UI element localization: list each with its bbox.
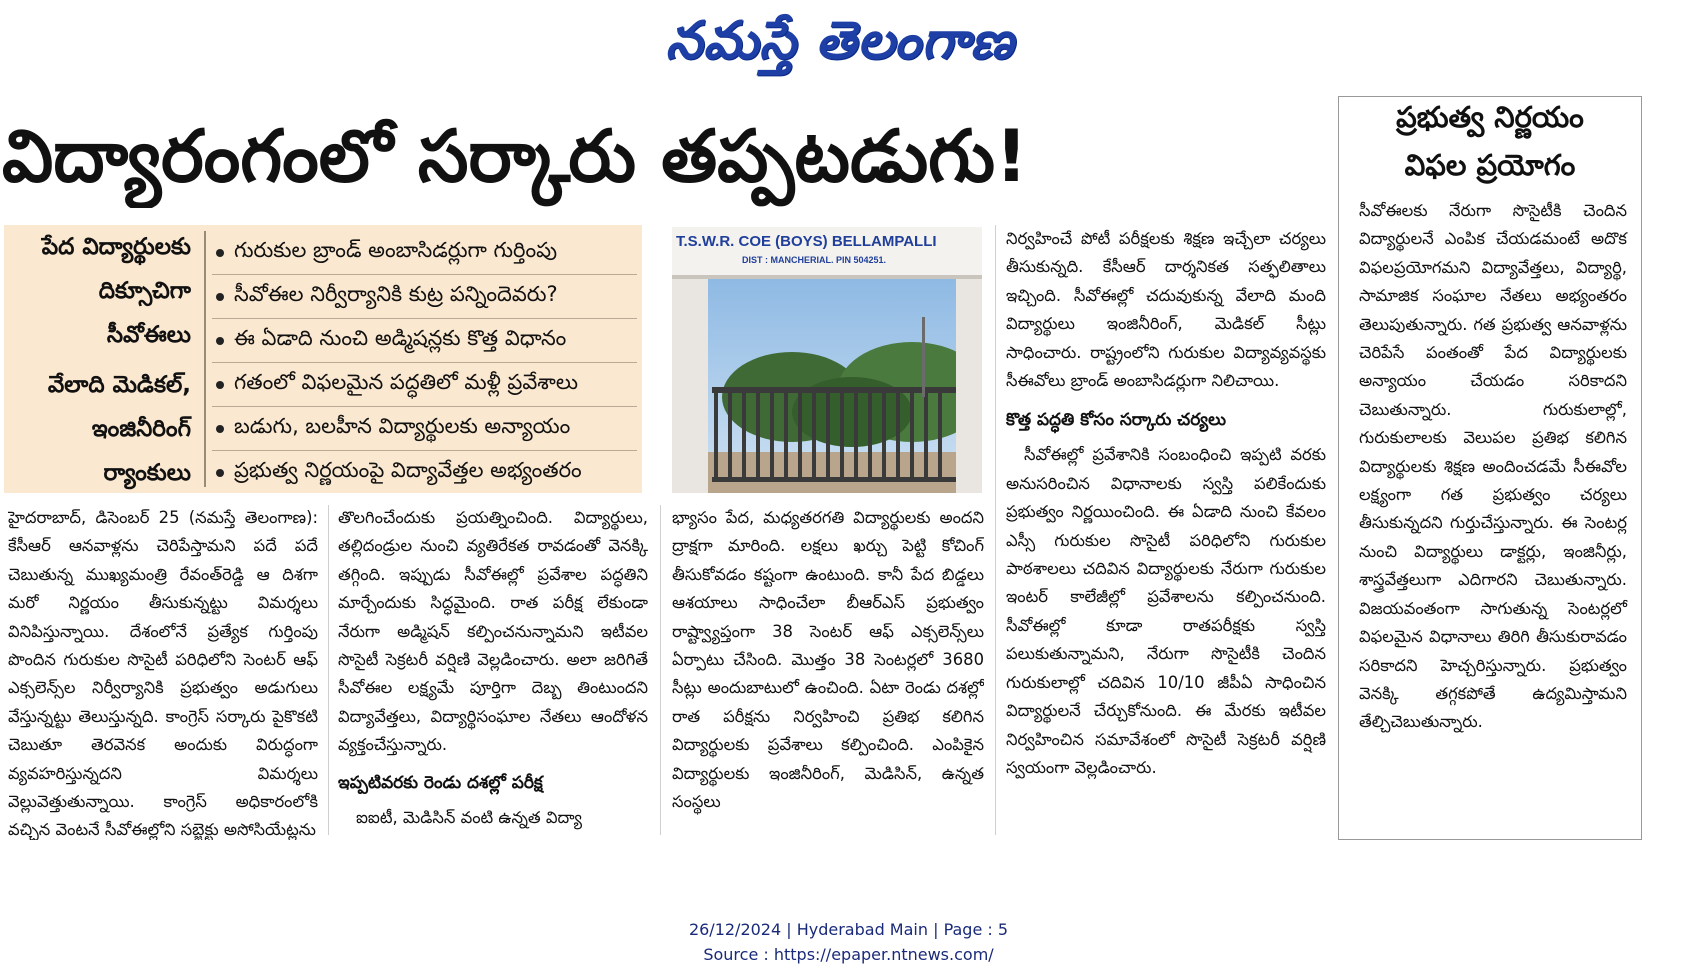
article-column-4: [1006, 225, 1326, 837]
column-4-subhead: కొత్త పద్ధతి కోసం సర్కారు చర్యలు: [1006, 410, 1227, 431]
highlights-left-line: ర్యాంకులు: [103, 460, 191, 486]
highlight-text: బడుగు, బలహీన విద్యార్థులకు అన్యాయం: [234, 413, 571, 438]
highlight-item: [212, 275, 637, 319]
highlights-left-line: వేలాది మెడికల్,: [47, 372, 191, 398]
highlights-left-line: సీవోఈలు: [106, 322, 191, 348]
highlight-item: [212, 231, 637, 275]
highlights-left-line: దిక్సూచిగా: [98, 278, 191, 304]
highlight-item: [212, 319, 637, 363]
highlight-item: [212, 451, 637, 494]
highlights-divider: [204, 231, 206, 487]
school-gate-photo: [672, 227, 982, 493]
sidebar-box: [1338, 96, 1642, 840]
bullet-icon: [216, 381, 224, 389]
highlight-text: ఈ ఏడాది నుంచి అడ్మిషన్లకు కొత్త విధానం: [234, 325, 567, 350]
column-4-text: నిర్వహించే పోటీ పరీక్షలకు శిక్షణ ఇచ్చేలా చర్యలు తీసుకున్నది. కేసీఆర్ దార్శనికత సత్ఫలితాలు ఇచ్చింది. సీవోఈల్లో చదువుకున్న వేలాది మంది విద్యార్థులు ఇంజినీరింగ్, మెడికల్ సీట్లు సాధించారు. రాష్ట్రంలోని గురుకుల విద్యావ్యవస్థకు సీఈవోలు బ్రాండ్ అంబాసిడర్లుగా నిలిచాయి.: [1006, 229, 1326, 391]
column-rule: [995, 225, 996, 835]
bullet-icon: [216, 293, 224, 301]
highlight-item: [212, 407, 637, 451]
article-column-3: భ్యాసం పేద, మధ్యతరగతి విద్యార్థులకు అందని ద్రాక్షగా మారింది. లక్షలు ఖర్చు పెట్టి కోచింగ్ తీసుకోవడం కష్టంగా ఉంటుంది. కానీ పేద బిడ్డలు ఆశయాలు సాధించేలా బీఆర్‌ఎస్ ప్రభుత్వం రాష్ట్వ్యాప్తంగా 38 సెంటర్ ఆఫ్ ఎక్సలెన్స్‌లు ఏర్పాటు చేసింది. మొత్తం 38 సెంటర్లలో 3680 సీట్లు అందుబాటులో ఉంచింది. ఏటా రెండు దశల్లో రాత పరీక్షను నిర్వహించి ప్రతిభ కలిగిన విద్యార్థులకు ప్రవేశాలు కల్పించింది. ఎంపికైన విద్యార్థులకు ఇంజినీరింగ్, మెడిసిన్, ఉన్నత సంస్థలు: [672, 508, 984, 812]
footer-source: Source : https://epaper.ntnews.com/: [703, 945, 994, 964]
footer-date-edition: 26/12/2024 | Hyderabad Main | Page : 5: [688, 920, 1009, 939]
sidebar-heading: విఫల ప్రయోగం: [1404, 148, 1576, 182]
highlight-text: ప్రభుత్వ నిర్ణయంపై విద్యావేత్తల అభ్యంతరం: [234, 457, 582, 482]
highlight-text: సీవోఈల నిర్వీర్యానికి కుట్ర పన్నిందెవరు?: [234, 281, 558, 306]
highlight-item: [212, 363, 637, 407]
column-2-text: తొలగించేందుకు ప్రయత్నించింది. విద్యార్థులు, తల్లిదండ్రుల నుంచి వ్యతిరేకత రావడంతో వెనక్కి తగ్గింది. ఇప్పుడు సీవోఈల్లో ప్రవేశాల పద్ధతిని మార్చేందుకు సిద్ధమైంది. రాత పరీక్ష లేకుండా నేరుగా అడ్మిషన్ కల్పించనున్నామని ఇటీవల సొసైటీ సెక్రటరీ వర్షిణి వెల్లడించారు. అలా జరిగితే సీవోఈల లక్ష్యమే పూర్తిగా దెబ్బ తింటుందని విద్యావేత్తలు, విద్యార్థిసంఘాల నేతలు ఆందోళన వ్యక్తంచేస్తున్నారు.: [338, 508, 648, 755]
highlights-left-line: పేద విద్యార్థులకు: [41, 234, 191, 260]
masthead-logo: నమస్తే తెలంగాణ: [665, 11, 1015, 71]
column-2-subhead: ఇప్పటివరకు రెండు దశల్లో పరీక్ష: [338, 772, 543, 793]
article-column-2: [338, 504, 648, 840]
bullet-icon: [216, 469, 224, 477]
headline: విద్యారంగంలో సర్కారు తప్పటడుగు!: [2, 114, 1028, 198]
highlights-list: [212, 231, 637, 494]
highlights-left-panel: [4, 225, 199, 493]
photo-illustration: [672, 227, 982, 493]
photo-sign-text: T.S.W.R. COE (BOYS) BELLAMPALLI: [676, 233, 937, 250]
column-rule: [660, 505, 661, 835]
bullet-icon: [216, 249, 224, 257]
column-4-continuation: సీవోఈల్లో ప్రవేశానికి సంబంధించి ఇప్పటి వరకు అనుసరించిన విధానాలకు స్వస్తి పలికేందుకు ప్రభుత్వం నిర్ణయించింది. ఈ ఏడాది నుంచి కేవలం ఎస్సీ గురుకుల సొసైటీ పరిధిలోని గురుకుల పాఠశాలలు చదివిన విద్యార్థులకు నేరుగా గురుకుల ఇంటర్ కాలేజీల్లో ప్రవేశాలను కల్పించనుంది. సీవోఈల్లో కూడా రాతపరీక్షకు స్వస్తి పలుకుతున్నామని, నేరుగా సొసైటీకి చెందిన గురుకులాల్లో చదివిన 10/10 జీపీఏ సాధించిన విద్యార్థులనే చేర్చుకోనుంది. ఈ మేరకు ఇటీవల నిర్వహించిన సమావేశంలో సొసైటీ సెక్రటరీ వర్షిణి స్వయంగా వెల్లడించారు.: [1006, 445, 1326, 777]
sidebar-text: సీవోఈలకు నేరుగా సొసైటీకి చెందిన విద్యార్థులనే ఎంపిక చేయడమంటే అదొక విఫలప్రయోగమని విద్యావేత్తలు, విద్యార్థి, సామాజిక సంఘాల నేతలు అభ్యంతరం తెలుపుతున్నారు. గత ప్రభుత్వ ఆనవాళ్లను చెరిపేసే పంతంతో పేద విద్యార్థులకు అన్యాయం చేయడం సరికాదని చెబుతున్నారు. గురుకులాల్లో, గురుకులాలకు వెలుపల ప్రతిభ కలిగిన విద్యార్థులకు శిక్షణ అందించడమే సీఈవోల లక్ష్యంగా గత ప్రభుత్వం చర్యలు తీసుకున్నదని గుర్తుచేస్తున్నారు. ఈ సెంటర్ల నుంచి విద్యార్థులు డాక్టర్లు, ఇంజినీర్లు, శాస్త్రవేత్తలుగా ఎదిగారని చెబుతున్నారు. విజయవంతంగా సాగుతున్న సెంటర్లలో విఫలమైన విధానాలు తిరిగి తీసుకురావడం సరికాదని హెచ్చరిస్తున్నారు. ప్రభుత్వం వెనక్కి తగ్గకపోతే ఉద్యమిస్తామని తేల్చిచెబుతున్నారు.: [1359, 201, 1627, 732]
column-rule: [328, 505, 329, 835]
bullet-icon: [216, 425, 224, 433]
photo-sign-subtext: DIST : MANCHERIAL. PIN 504251.: [742, 255, 887, 265]
sidebar-heading: ప్రభుత్వ నిర్ణయం: [1396, 100, 1584, 134]
article-column-1: హైదరాబాద్, డిసెంబర్ 25 (నమస్తే తెలంగాణ): కేసీఆర్ ఆనవాళ్లను చెరిపేస్తామని పదే పదే చెబుతున్న ముఖ్యమంత్రి రేవంత్‌రెడ్డి ఆ దిశగా మరో నిర్ణయం తీసుకున్నట్టు విమర్శలు వినిపిస్తున్నాయి. దేశంలోనే ప్రత్యేక గుర్తింపు పొందిన గురుకుల సొసైటీ పరిధిలోని సెంటర్ ఆఫ్ ఎక్సలెన్స్‌ల నిర్వీర్యానికి ప్రభుత్వం అడుగులు వేస్తున్నట్టు తెలుస్తున్నది. కాంగ్రెస్ సర్కారు పైకొకటి చెబుతూ తెరవెనక అందుకు విరుద్ధంగా వ్యవహరిస్తున్నదని విమర్శలు వెల్లువెత్తుతున్నాయి. కాంగ్రెస్ అధికారంలోకి వచ్చిన వెంటనే సీవోఈల్లోని సబ్జెక్టు అసోసియేట్లను: [8, 508, 318, 840]
bullet-icon: [216, 337, 224, 345]
highlight-text: గతంలో విఫలమైన పద్ధతిలో మళ్లీ ప్రవేశాలు: [234, 369, 578, 394]
highlights-box: [4, 225, 642, 493]
highlight-text: గురుకుల బ్రాండ్ అంబాసిడర్లుగా గుర్తింపు: [234, 237, 558, 262]
column-2-continuation: ఐఐటీ, మెడిసిన్ వంటి ఉన్నత విద్యా: [356, 807, 583, 827]
highlights-left-line: ఇంజినీరింగ్: [91, 416, 191, 442]
